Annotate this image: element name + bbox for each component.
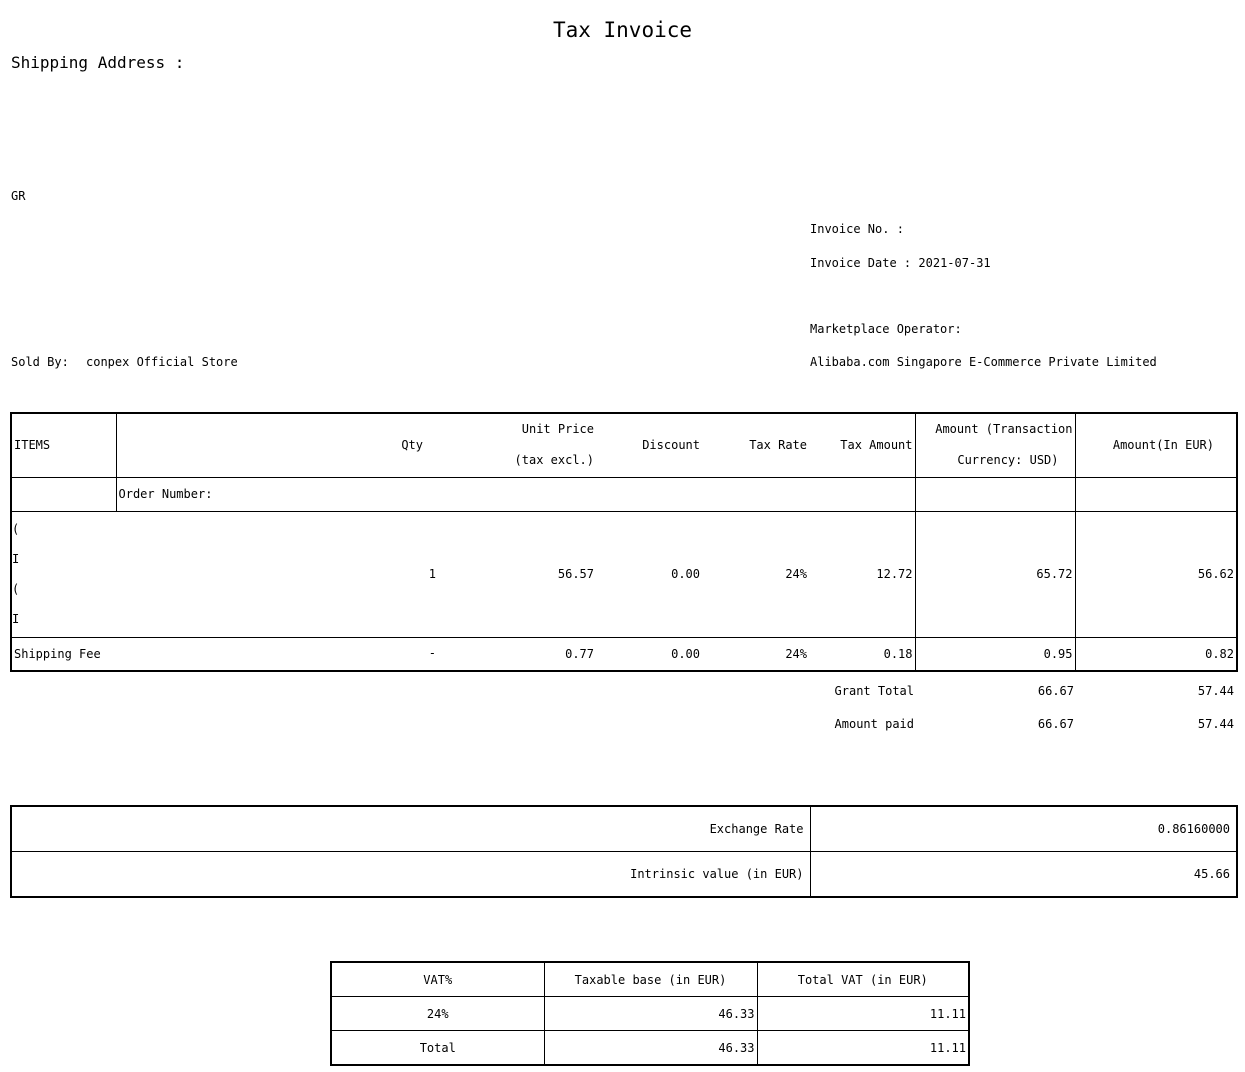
exchange-rate-label: Exchange Rate — [709, 822, 804, 836]
amount-eur-header: Amount(In EUR) — [1075, 413, 1237, 477]
vat-header-row — [331, 962, 969, 997]
item-amount-eur: 56.62 — [1075, 511, 1237, 637]
order-number-row — [11, 477, 1237, 511]
shipping-fee-amount-txn: 0.95 — [915, 637, 1075, 671]
amount-txn-header — [915, 413, 1075, 477]
invoice-date-line — [810, 256, 991, 270]
shipping-fee-tax-amount: 0.18 — [809, 637, 915, 671]
amount-txn-header-line2: Currency: USD) — [957, 453, 1059, 468]
amount-txn-header-line1: Amount (Transaction — [935, 422, 1073, 437]
vat-percent-cell: Total — [331, 1031, 544, 1066]
vat-percent-cell: 24% — [331, 997, 544, 1031]
marketplace-operator-value: Alibaba.com Singapore E-Commerce Private Limited — [810, 355, 1157, 369]
intrinsic-value-value: 45.66 — [810, 852, 1237, 898]
total-vat-header: Total VAT (in EUR) — [757, 962, 969, 997]
order-number-label: Order Number: — [116, 477, 915, 511]
shipping-fee-unit-price: 0.77 — [436, 637, 596, 671]
item-qty: 1 — [116, 511, 436, 637]
order-number-blank — [11, 477, 116, 511]
shipping-fee-discount: 0.00 — [596, 637, 702, 671]
exchange-rate-value: 0.86160000 — [810, 806, 1237, 852]
taxable-base-cell: 46.33 — [544, 997, 757, 1031]
grand-total-label: Grant Total — [834, 684, 914, 698]
sold-by-value: conpex Official Store — [86, 355, 238, 369]
total-vat-cell: 11.11 — [757, 997, 969, 1031]
intrinsic-value-label: Intrinsic value (in EUR) — [11, 852, 810, 898]
tax-rate-header: Tax Rate — [749, 438, 807, 453]
unit-price-header — [436, 413, 596, 477]
grand-total-txn: 66.67 — [1037, 684, 1074, 698]
table-row — [331, 997, 969, 1031]
shipping-country: GR — [11, 189, 26, 203]
shipping-address-label: Shipping Address : — [11, 53, 185, 72]
vat-table — [330, 961, 970, 1066]
grand-total-eur: 57.44 — [1197, 684, 1234, 698]
item-tax-rate: 24% — [702, 511, 809, 637]
exchange-table — [10, 805, 1238, 898]
invoice-number-label: Invoice No. : — [810, 222, 904, 236]
item-description-line: ( — [12, 582, 20, 596]
total-vat-cell: 11.11 — [757, 1031, 969, 1066]
qty-header: Qty — [116, 413, 436, 477]
shipping-fee-qty: - — [428, 645, 436, 660]
table-row — [11, 511, 1237, 637]
invoice-date-label: Invoice Date : — [810, 256, 912, 270]
item-description — [11, 511, 116, 637]
intrinsic-value-row — [11, 852, 1237, 898]
item-discount: 0.00 — [596, 511, 702, 637]
shipping-fee-amount-eur: 0.82 — [1075, 637, 1237, 671]
tax-amount-header: Tax Amount — [840, 438, 913, 453]
amount-paid-txn: 66.67 — [1037, 717, 1074, 731]
item-unit-price: 56.57 — [436, 511, 596, 637]
taxable-base-cell: 46.33 — [544, 1031, 757, 1066]
invoice-date-value: 2021-07-31 — [918, 256, 991, 270]
page-title: Tax Invoice — [552, 18, 693, 42]
item-description-line: I — [12, 612, 20, 626]
exchange-rate-row — [11, 806, 1237, 852]
items-header-row — [11, 413, 1237, 477]
marketplace-operator-label: Marketplace Operator: — [810, 322, 962, 336]
table-row — [331, 1031, 969, 1066]
unit-price-header-line1: Unit Price — [521, 422, 594, 437]
items-header: ITEMS — [14, 438, 51, 453]
shipping-fee-tax-rate: 24% — [702, 637, 809, 671]
amount-paid-label: Amount paid — [834, 717, 914, 731]
order-number-amount-blank — [915, 477, 1075, 511]
shipping-fee-cell — [11, 637, 436, 671]
discount-header: Discount — [642, 438, 700, 453]
shipping-fee-label: Shipping Fee — [14, 646, 101, 661]
item-description-line: ( — [12, 522, 20, 536]
unit-price-header-line2: (tax excl.) — [514, 453, 594, 468]
item-tax-amount: 12.72 — [809, 511, 915, 637]
items-table — [10, 412, 1238, 672]
vat-percent-header: VAT% — [331, 962, 544, 997]
order-number-eur-blank — [1075, 477, 1237, 511]
table-row — [11, 637, 1237, 671]
taxable-base-header: Taxable base (in EUR) — [544, 962, 757, 997]
sold-by-label: Sold By: — [11, 355, 69, 369]
item-amount-txn: 65.72 — [915, 511, 1075, 637]
amount-paid-eur: 57.44 — [1197, 717, 1234, 731]
item-description-line: I — [12, 552, 20, 566]
